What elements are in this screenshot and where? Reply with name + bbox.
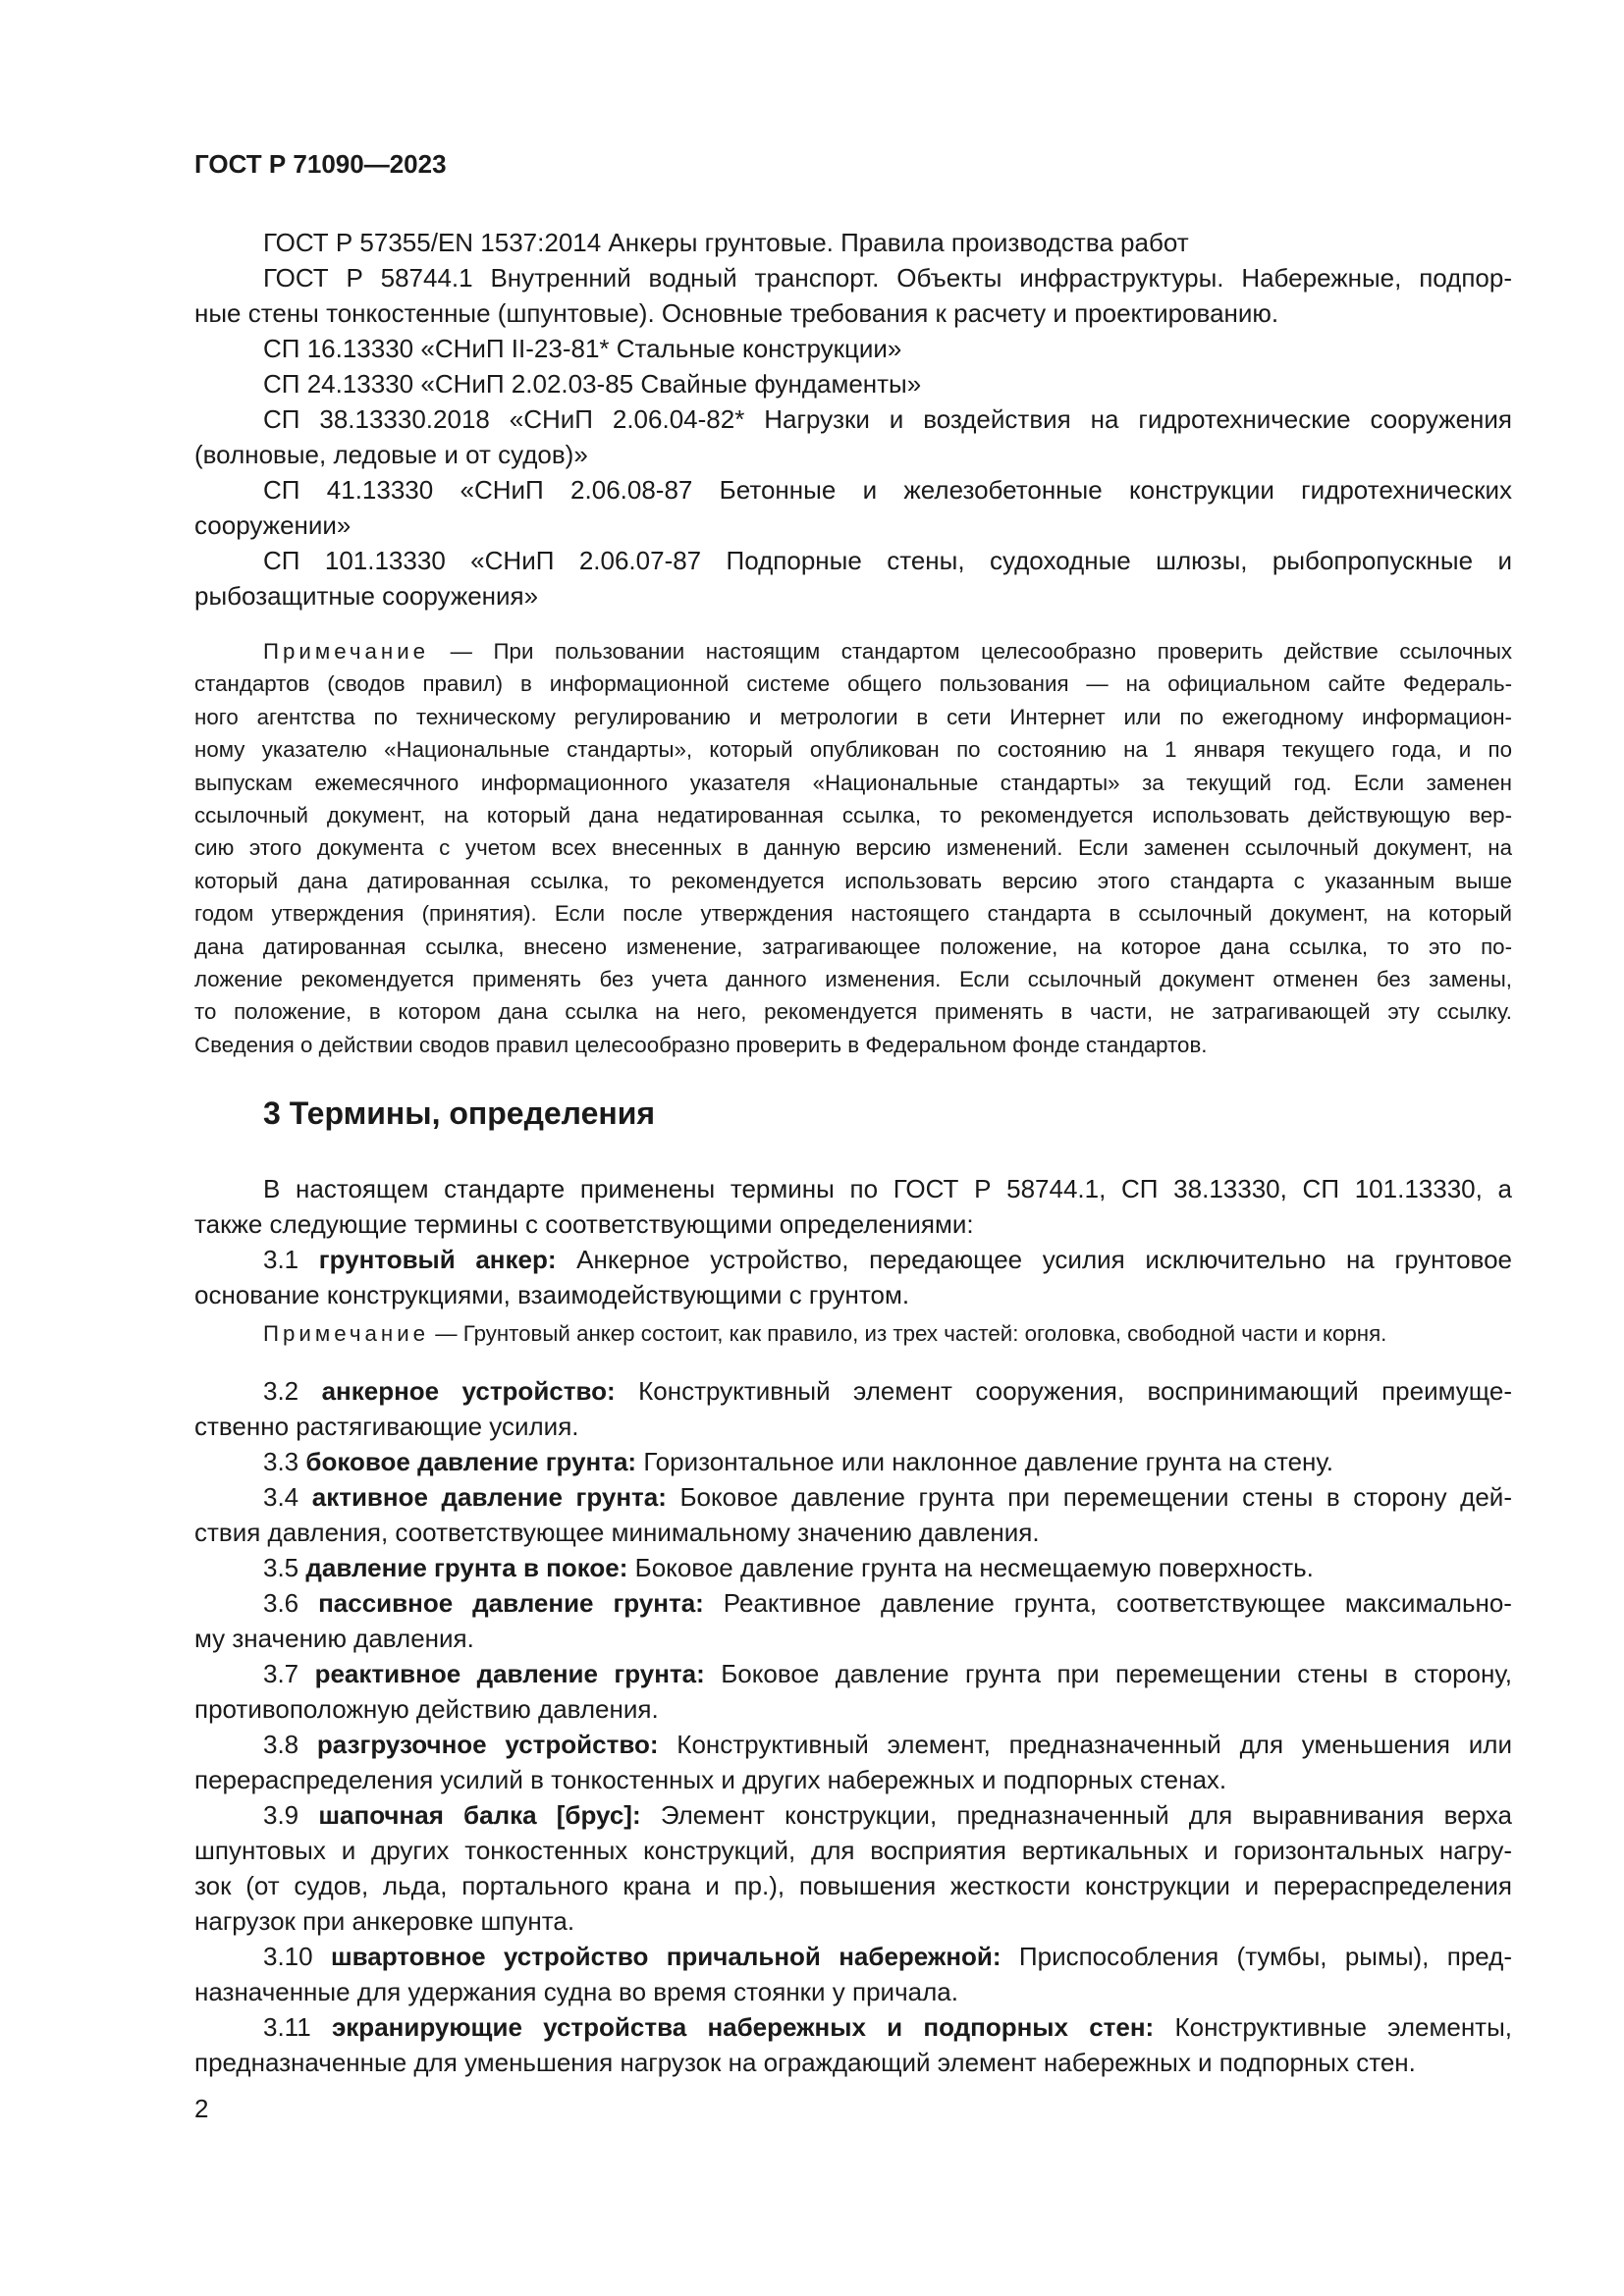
term-text: Конструктивный элемент, предназначенный для уменьшения или bbox=[677, 1730, 1512, 1759]
reference-item bbox=[194, 331, 1512, 366]
term-text: Горизонтальное или наклонное давление грунта на стену. bbox=[643, 1447, 1334, 1476]
term-number: 3.6 bbox=[263, 1588, 299, 1618]
note-label: Примечание bbox=[263, 639, 430, 664]
note-text: При пользовании настоящим стандартом целесообразно проверить действие ссылочных bbox=[493, 639, 1513, 664]
note-dash: — bbox=[429, 1321, 463, 1346]
note-text: Грунтовый анкер состоит, как правило, из трех частей: оголовка, свободной части и корня. bbox=[462, 1321, 1387, 1346]
note-line: Сведения о действии сводов правил целесообразно проверить в Федеральном фонде стандартов. bbox=[194, 1032, 1208, 1057]
term-first-line bbox=[194, 1585, 1512, 1621]
term-first-line bbox=[194, 1550, 1512, 1585]
reference-item bbox=[194, 366, 1512, 401]
term-name: пассивное давление грунта: bbox=[318, 1588, 704, 1618]
term-text: Реактивное давление грунта, соответствующее максимально- bbox=[723, 1588, 1512, 1618]
term-definition bbox=[194, 1373, 1512, 1444]
term-text: Конструктивные элементы, bbox=[1174, 2012, 1512, 2042]
term-first-line bbox=[194, 1797, 1512, 1833]
term-first-line bbox=[194, 1479, 1512, 1515]
term-name: разгрузочное устройство: bbox=[316, 1730, 659, 1759]
term-name: боковое давление грунта: bbox=[305, 1447, 637, 1476]
term-number: 3.8 bbox=[263, 1730, 299, 1759]
term-definition bbox=[194, 1727, 1512, 1797]
term-first-line bbox=[194, 1656, 1512, 1691]
term-name: экранирующие устройства набережных и подпорных стен: bbox=[331, 2012, 1155, 2042]
term-line: основание конструкциями, взаимодействующими с грунтом. bbox=[194, 1280, 910, 1309]
document-id-header: ГОСТ Р 71090—2023 bbox=[194, 149, 447, 179]
term-definition bbox=[194, 2009, 1512, 2080]
term-line: зок (от судов, льда, портального крана и пр.), повышения жесткости конструкции и перераспределения bbox=[194, 1871, 1512, 1900]
term-first-line bbox=[194, 1444, 1512, 1479]
term-number: 3.3 bbox=[263, 1447, 299, 1476]
term-definition bbox=[194, 1444, 1512, 1479]
term-line: ствия давления, соответствующее минимальному значению давления. bbox=[194, 1518, 1040, 1547]
reference-item bbox=[194, 225, 1512, 260]
term-first-line bbox=[194, 1939, 1512, 1974]
term-line: ственно растягивающие усилия. bbox=[194, 1412, 579, 1441]
term-name: швартовное устройство причальной набережной: bbox=[330, 1942, 1001, 1971]
term-name: шапочная балка [брус]: bbox=[318, 1800, 641, 1830]
term-name: активное давление грунта: bbox=[311, 1482, 667, 1512]
term-definition bbox=[194, 1656, 1512, 1727]
reference-line: СП 101.13330 «СНиП 2.06.07-87 Подпорные стены, судоходные шлюзы, рыбопропускные и bbox=[263, 546, 1512, 575]
term-number: 3.11 bbox=[263, 2012, 311, 2042]
references-note bbox=[194, 635, 1512, 1061]
note-line: годом утверждения (принятия). Если после утверждения настоящего стандарта в ссылочный документ, на который bbox=[194, 901, 1512, 927]
term-text: Боковое давление грунта при перемещении стены в сторону дей- bbox=[679, 1482, 1512, 1512]
term-number: 3.2 bbox=[263, 1376, 299, 1406]
note-line: ссылочный документ, на который дана недатированная ссылка, то рекомендуется использовать действующую вер- bbox=[194, 803, 1512, 828]
reference-line: СП 16.13330 «СНиП II-23-81* Стальные конструкции» bbox=[263, 334, 902, 363]
reference-item bbox=[194, 401, 1512, 472]
term-definition bbox=[194, 1585, 1512, 1656]
terms-list bbox=[194, 1373, 1512, 2080]
term-first-line bbox=[194, 1242, 1512, 1277]
reference-line: СП 38.13330.2018 «СНиП 2.06.04-82* Нагрузки и воздействия на гидротехнические сооружения bbox=[263, 404, 1512, 434]
note-line: выпускам ежемесячного информационного указателя «Национальные стандарты» за текущий год. Если заменен bbox=[194, 770, 1512, 795]
note-line: ного агентства по техническому регулированию и метрологии в сети Интернет или по ежегодному информацион- bbox=[194, 704, 1512, 729]
term-number: 3.1 bbox=[263, 1245, 299, 1274]
reference-line: ные стены тонкостенные (шпунтовые). Основные требования к расчету и проектированию. bbox=[194, 298, 1279, 328]
term-line: нагрузок при анкеровке шпунта. bbox=[194, 1906, 575, 1936]
term-number: 3.10 bbox=[263, 1942, 313, 1971]
term-name: давление грунта в покое: bbox=[305, 1553, 628, 1582]
term-line: предназначенные для уменьшения нагрузок на ограждающий элемент набережных и подпорных стен. bbox=[194, 2048, 1416, 2077]
reference-item bbox=[194, 543, 1512, 614]
term-note bbox=[194, 1317, 1512, 1350]
note-line: то положение, в котором дана ссылка на него, рекомендуется применять в части, не затрагивающей эту ссылку. bbox=[194, 999, 1512, 1025]
term-text: Боковое давление грунта при перемещении стены в сторону, bbox=[721, 1659, 1512, 1688]
term-first-line bbox=[194, 2009, 1512, 2045]
note-line: который дана датированная ссылка, то рекомендуется использовать версию этого стандарта с указанным выше bbox=[194, 868, 1512, 893]
note-dash: — bbox=[429, 639, 494, 664]
term-definition bbox=[194, 1797, 1512, 1939]
term-definition bbox=[194, 1939, 1512, 2009]
term-text: Анкерное устройство, передающее усилия исключительно на грунтовое bbox=[576, 1245, 1512, 1274]
term-definition bbox=[194, 1550, 1512, 1585]
term-name: реактивное давление грунта: bbox=[314, 1659, 705, 1688]
reference-line: СП 41.13330 «СНиП 2.06.08-87 Бетонные и железобетонные конструкции гидротехнических bbox=[263, 475, 1512, 505]
term-text: Элемент конструкции, предназначенный для выравнивания верха bbox=[660, 1800, 1512, 1830]
term-line: шпунтовых и других тонкостенных конструкций, для восприятия вертикальных и горизонтальных нагру- bbox=[194, 1836, 1512, 1865]
term-line: назначенные для удержания судна во время стоянки у причала. bbox=[194, 1977, 958, 2006]
intro-line: В настоящем стандарте применены термины по ГОСТ Р 58744.1, СП 38.13330, СП 101.13330, а bbox=[263, 1174, 1512, 1203]
reference-line: рыбозащитные сооружения» bbox=[194, 581, 539, 611]
term-text: Боковое давление грунта на несмещаемую поверхность. bbox=[634, 1553, 1314, 1582]
reference-item bbox=[194, 260, 1512, 331]
term-line: противоположную действию давления. bbox=[194, 1694, 659, 1724]
term-text: Конструктивный элемент сооружения, воспринимающий преимуще- bbox=[638, 1376, 1512, 1406]
term-number: 3.7 bbox=[263, 1659, 299, 1688]
note-label: Примечание bbox=[263, 1321, 430, 1346]
page-number: 2 bbox=[194, 2094, 209, 2123]
term-definition bbox=[194, 1479, 1512, 1550]
section-heading: 3 Термины, определения bbox=[263, 1095, 656, 1131]
note-line: дана датированная ссылка, внесено изменение, затрагивающее положение, на которое дана ссылка, то это по- bbox=[194, 934, 1512, 959]
note-first-line bbox=[194, 1317, 1512, 1350]
note-line: ному указателю «Национальные стандарты», который опубликован по состоянию на 1 января текущего года, и по bbox=[194, 737, 1512, 763]
note-first-line bbox=[194, 635, 1512, 667]
term-number: 3.5 bbox=[263, 1553, 299, 1582]
term-definition bbox=[194, 1242, 1512, 1312]
term-number: 3.9 bbox=[263, 1800, 299, 1830]
term-name: грунтовый анкер: bbox=[318, 1245, 557, 1274]
term-line: перераспределения усилий в тонкостенных и других набережных и подпорных стенах. bbox=[194, 1765, 1227, 1794]
term-number: 3.4 bbox=[263, 1482, 299, 1512]
reference-line: ГОСТ Р 57355/EN 1537:2014 Анкеры грунтовые. Правила производства работ bbox=[263, 228, 1189, 257]
reference-item bbox=[194, 472, 1512, 543]
term-text: Приспособления (тумбы, рымы), пред- bbox=[1018, 1942, 1512, 1971]
reference-line: сооружении» bbox=[194, 510, 352, 540]
note-line: сию этого документа с учетом всех внесенных в данную версию изменений. Если заменен ссылочный документ, на bbox=[194, 835, 1512, 861]
term-first-line bbox=[194, 1727, 1512, 1762]
references-list bbox=[194, 225, 1512, 614]
section-intro bbox=[194, 1171, 1512, 1242]
term-name: анкерное устройство: bbox=[321, 1376, 616, 1406]
reference-line: ГОСТ Р 58744.1 Внутренний водный транспорт. Объекты инфраструктуры. Набережные, подпор- bbox=[263, 263, 1512, 293]
reference-line: СП 24.13330 «СНиП 2.02.03-85 Свайные фундаменты» bbox=[263, 369, 922, 399]
term-first-line bbox=[194, 1373, 1512, 1409]
note-line: ложение рекомендуется применять без учета данного изменения. Если ссылочный документ отменен без замены, bbox=[194, 967, 1512, 992]
note-line: стандартов (сводов правил) в информационной системе общего пользования — на официальном сайте Федераль- bbox=[194, 671, 1512, 697]
intro-line: также следующие термины с соответствующими определениями: bbox=[194, 1209, 974, 1239]
term-line: му значению давления. bbox=[194, 1624, 474, 1653]
reference-line: (волновые, ледовые и от судов)» bbox=[194, 440, 588, 469]
